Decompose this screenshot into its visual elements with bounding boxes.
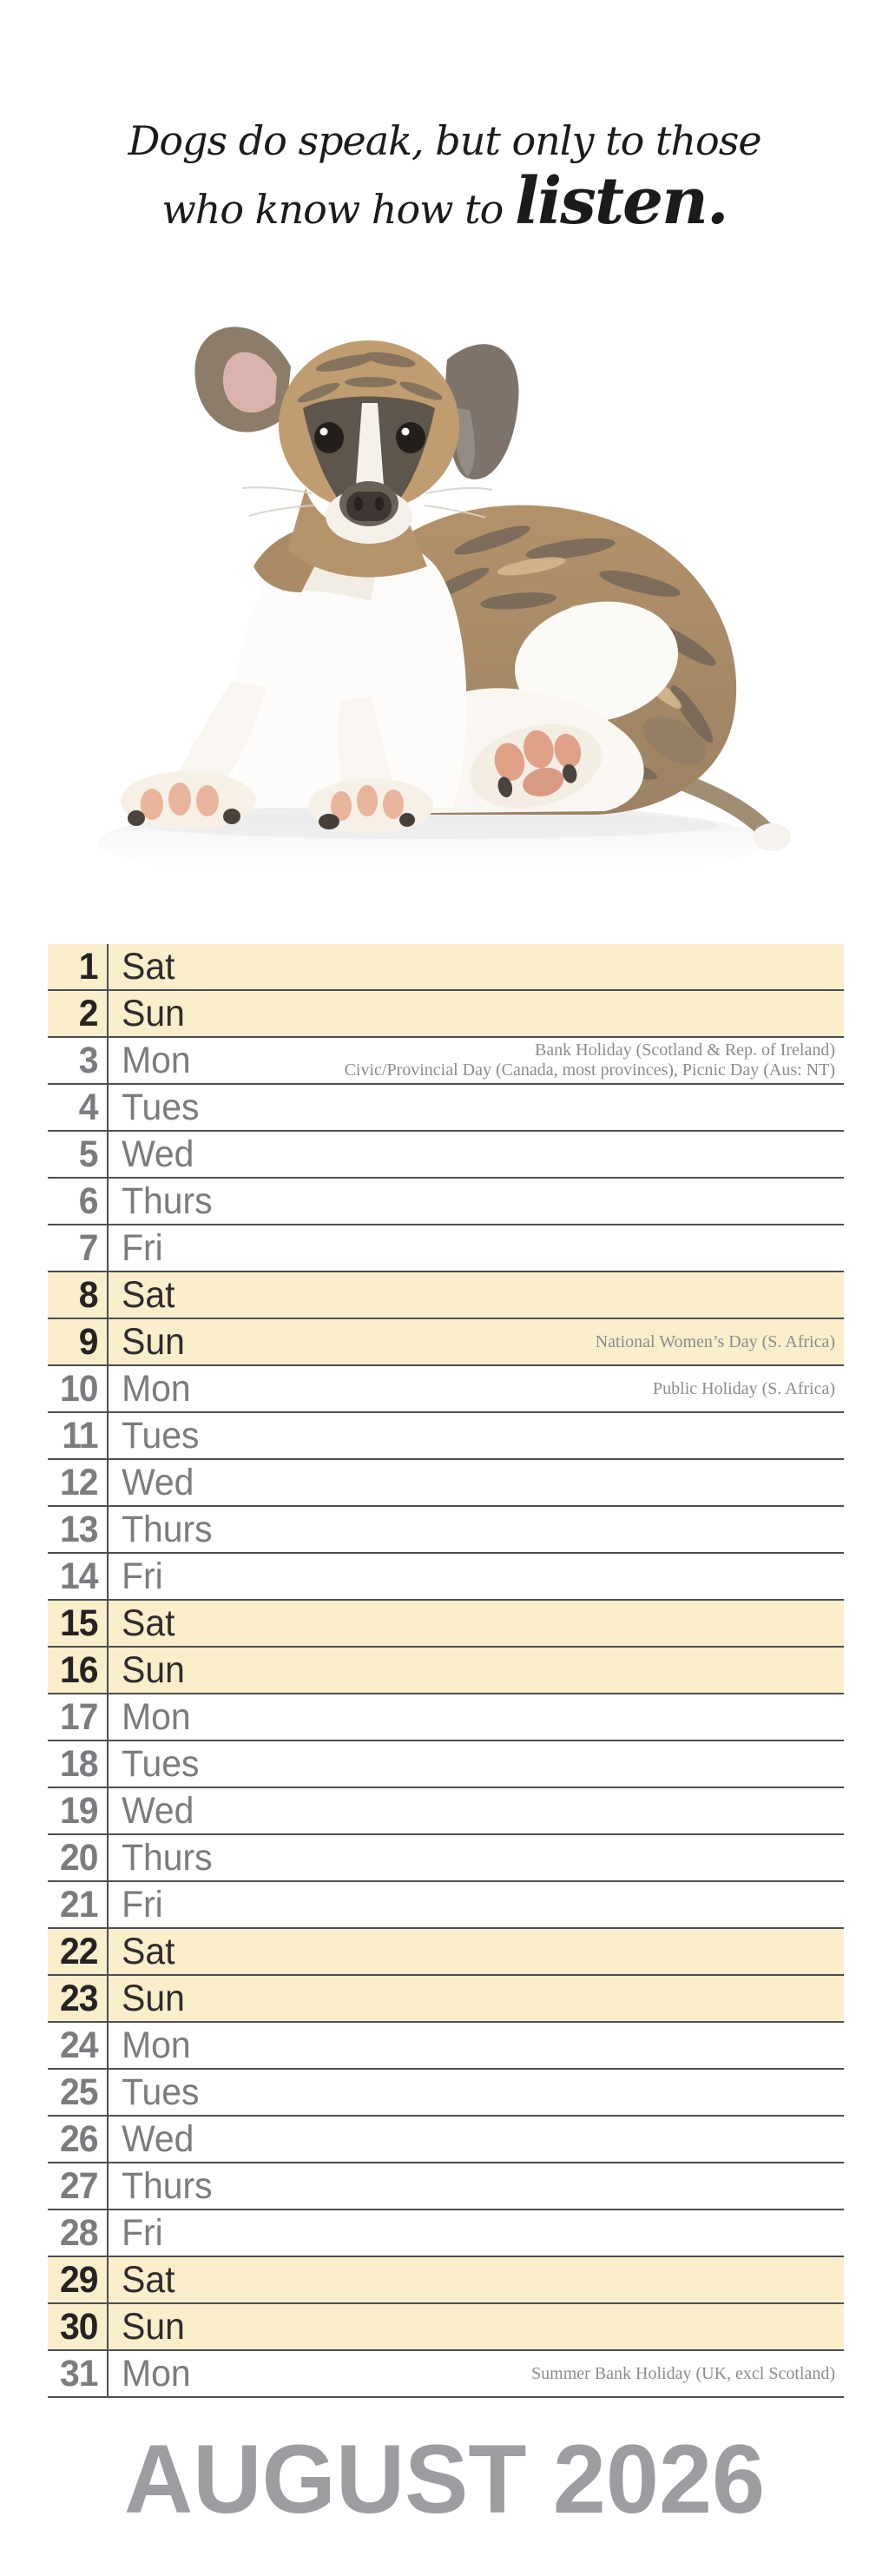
calendar-row [48,2117,844,2163]
quote-emphasis: listen. [514,164,728,239]
holiday-note [653,1379,844,1399]
calendar-row [48,2210,844,2257]
date-number: 29 [59,2258,98,2301]
day-label: Fri [122,1883,163,1925]
date-number: 11 [62,1414,98,1456]
day-label: Tues [122,2071,200,2113]
holiday-line: Summer Bank Holiday (UK, excl Scotland) [531,2363,835,2383]
day-label: Sun [122,1977,185,2019]
day-label: Mon [122,1695,191,1738]
calendar-row [48,2257,844,2304]
calendar-row [48,1225,844,1272]
calendar-row [48,1882,844,1929]
calendar-row [48,1413,844,1460]
calendar-row [48,2163,844,2210]
day-label: Sat [122,1273,175,1316]
calendar-row [48,1507,844,1554]
quote-line-1: Dogs do speak, but only to those [128,117,761,164]
day-label: Mon [122,2352,191,2394]
calendar-row [48,1554,844,1601]
calendar-row [48,1976,844,2023]
day-label: Wed [122,2117,194,2160]
day-label: Wed [122,1133,194,1175]
date-number: 16 [59,1648,98,1691]
calendar-row [48,991,844,1038]
date-number: 25 [59,2071,98,2113]
holiday-line: Bank Holiday (Scotland & Rep. of Ireland) [534,1040,835,1060]
date-number: 6 [78,1179,98,1222]
calendar-row [48,1272,844,1319]
date-number: 7 [78,1226,98,1269]
calendar-row [48,1648,844,1694]
date-number: 9 [78,1320,98,1363]
date-number: 31 [59,2352,98,2394]
date-number: 10 [59,1367,98,1410]
date-number: 12 [59,1461,98,1503]
calendar-row [48,1835,844,1882]
calendar-row [48,2070,844,2117]
date-number: 18 [59,1742,98,1785]
date-number: 4 [78,1086,98,1128]
day-label: Fri [122,1226,163,1269]
holiday-note [345,1040,844,1080]
calendar-row [48,1601,844,1648]
day-label: Thurs [122,2164,213,2207]
calendar-row [48,2351,844,2398]
day-label: Tues [122,1086,200,1128]
holiday-line: National Women’s Day (S. Africa) [595,1331,835,1351]
day-label: Tues [122,1414,200,1456]
calendar-row [48,2304,844,2351]
calendar-row [48,1038,844,1085]
calendar-row [48,1788,844,1835]
day-label: Mon [122,2024,191,2066]
holiday-note [531,2364,844,2384]
calendar-rows [48,944,844,2398]
date-number: 20 [59,1836,98,1879]
calendar-row [48,1366,844,1413]
date-number: 19 [59,1789,98,1832]
quote-line-2-text: who know how to [161,186,515,233]
calendar-row [48,1460,844,1507]
calendar-row [48,1694,844,1741]
day-label: Wed [122,1461,194,1503]
date-number: 21 [59,1883,98,1925]
calendar-row [48,944,844,991]
date-number: 27 [59,2164,98,2207]
date-number: 2 [78,992,98,1034]
date-number: 30 [59,2305,98,2348]
date-number: 28 [59,2211,98,2254]
day-label: Sun [122,1320,185,1363]
date-number: 22 [59,1930,98,1972]
calendar-row [48,1132,844,1179]
month-title: AUGUST 2026 [123,2425,766,2533]
date-number: 5 [78,1133,98,1175]
holiday-line: Civic/Provincial Day (Canada, most provinces), Picnic Day (Aus: NT) [344,1060,835,1080]
day-label: Sat [122,2258,175,2301]
calendar-row [48,1929,844,1976]
holiday-note [596,1332,844,1352]
date-number: 1 [78,945,98,987]
quote-line-2 [0,164,889,242]
day-label: Thurs [122,1836,213,1879]
day-label: Tues [122,1742,200,1785]
day-label: Sun [122,1648,185,1691]
day-label: Mon [122,1039,191,1081]
day-label: Wed [122,1789,194,1832]
puppy-illustration [84,280,805,902]
day-label: Mon [122,1367,191,1410]
date-number: 8 [78,1273,98,1316]
date-number: 17 [59,1695,98,1738]
calendar-row [48,1741,844,1788]
date-number: 15 [59,1602,98,1644]
day-label: Sat [122,1930,175,1972]
calendar-row [48,2023,844,2070]
date-number: 23 [59,1977,98,2019]
calendar-row [48,1085,844,1132]
day-label: Sat [122,945,175,987]
date-number: 13 [59,1508,98,1550]
day-label: Sun [122,992,185,1034]
day-label: Thurs [122,1179,213,1222]
holiday-line: Public Holiday (S. Africa) [653,1378,835,1398]
date-number: 14 [59,1555,98,1597]
date-number: 24 [59,2024,98,2066]
column-divider [107,944,109,2398]
day-label: Sun [122,2305,185,2348]
day-label: Thurs [122,1508,213,1550]
date-number: 3 [78,1039,98,1081]
calendar-row [48,1319,844,1366]
day-label: Sat [122,1602,175,1644]
date-number: 26 [59,2117,98,2160]
puppy-photo [84,280,805,902]
day-label: Fri [122,1555,163,1597]
calendar-grid [48,944,844,2398]
quote [0,113,889,242]
calendar-row [48,1179,844,1225]
day-label: Fri [122,2211,163,2254]
